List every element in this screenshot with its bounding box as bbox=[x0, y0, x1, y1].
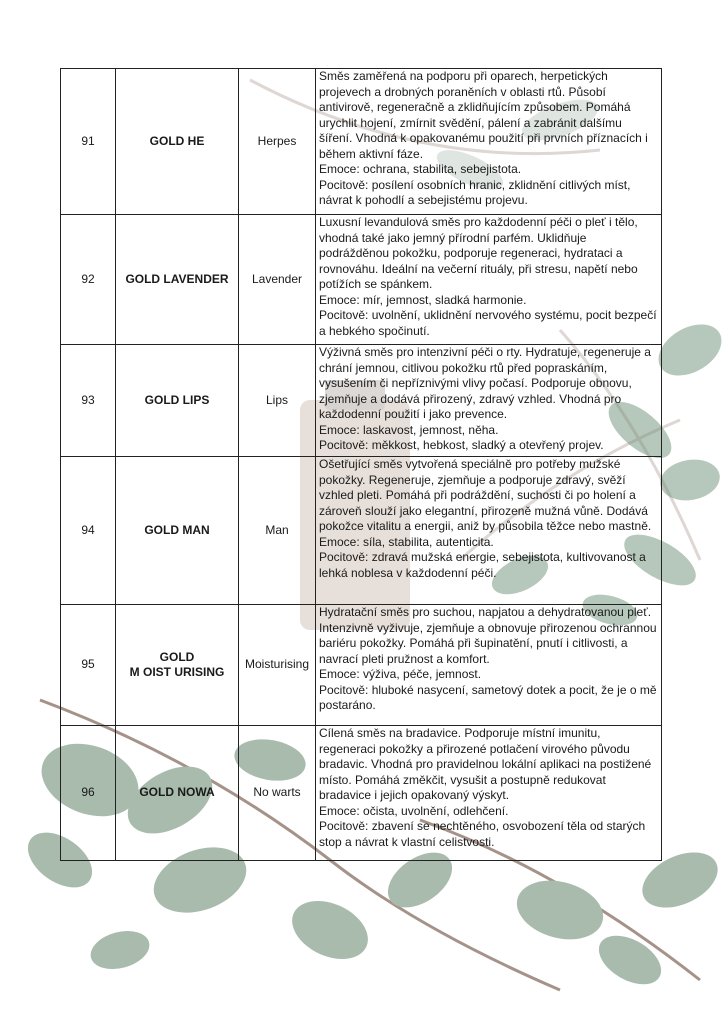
product-description-cell bbox=[316, 215, 662, 345]
product-emotions: Emoce: výživa, péče, jemnost. bbox=[319, 667, 482, 681]
table-row bbox=[61, 726, 662, 861]
product-feelings: Pocitově: posílení osobních hranic, zklidnění citlivých míst, návrat k pohodlí a sebejistému projevu. bbox=[319, 177, 631, 207]
product-description-cell bbox=[316, 345, 662, 457]
products-table bbox=[60, 68, 662, 861]
product-name: GOLD MAN bbox=[116, 457, 239, 605]
row-number: 93 bbox=[61, 345, 116, 457]
product-type: Moisturising bbox=[239, 605, 316, 726]
product-emotions: Emoce: laskavost, jemnost, něha. bbox=[319, 422, 499, 437]
product-name-line-2: M OIST URISING bbox=[129, 665, 225, 679]
product-emotions: Emoce: ochrana, stabilita, sebejistota. bbox=[319, 162, 522, 176]
product-type: Lips bbox=[239, 345, 316, 457]
row-number: 92 bbox=[61, 215, 116, 345]
product-description: Luxusní levandulová směs pro každodenní péči o pleť i tělo, vhodná také jako jemný přírodní parfém. Uklidňuje podrážděnou pokožku, podporuje regeneraci, hydrataci a rovnováhu. Ideální na večerní rituály, při stresu, napětí nebo potížích se spánkem. bbox=[319, 215, 638, 291]
product-feelings: Pocitově: zdravá mužská energie, sebejistota, kultivovanost a lehká noblesa v každodenní péči. bbox=[319, 550, 646, 580]
product-feelings: Pocitově: hluboké nasycení, sametový dotek a pocit, že je o mě postaráno. bbox=[319, 682, 657, 712]
product-description: Hydratační směs pro suchou, napjatou a dehydratovanou pleť. Intenzivně vyživuje, zjemňuje a obnovuje přirozenou ochrannou bariéru pokožky. Pomáhá při šupinatění, pnutí i citlivosti, a navrací pleti pružnost a komfort. bbox=[319, 605, 657, 666]
row-number: 94 bbox=[61, 457, 116, 605]
row-number: 95 bbox=[61, 605, 116, 726]
product-type: Herpes bbox=[239, 69, 316, 215]
product-description-cell bbox=[316, 726, 662, 861]
product-description-cell bbox=[316, 605, 662, 726]
product-emotions: Emoce: mír, jemnost, sladká harmonie. bbox=[319, 292, 527, 307]
product-feelings: Pocitově: měkkost, hebkost, sladký a otevřený projev. bbox=[319, 438, 604, 452]
table-row bbox=[61, 215, 662, 345]
table-row bbox=[61, 457, 662, 605]
product-name: GOLD HE bbox=[116, 69, 239, 215]
product-name: GOLD LAVENDER bbox=[116, 215, 239, 345]
product-emotions: Emoce: očista, uvolnění, odlehčení. bbox=[319, 803, 509, 818]
product-description-cell bbox=[316, 69, 662, 215]
product-name-line-1: GOLD bbox=[159, 649, 195, 664]
product-description: Ošetřující směs vytvořená speciálně pro potřeby mužské pokožky. Regeneruje, zjemňuje a podporuje zdravý, svěží vzhled pleti. Pomáhá při podráždění, suchosti či po holení a zároveň slouží jako elegantní, přirozeně mužná vůně. Dodává pokožce vitalitu a energii, aniž by působila těžce nebo mastně. bbox=[319, 457, 652, 533]
table-row bbox=[61, 69, 662, 215]
row-number: 91 bbox=[61, 69, 116, 215]
table-row bbox=[61, 605, 662, 726]
product-feelings: Pocitově: uvolnění, uklidnění nervového systému, pocit bezpečí a hebkého spočinutí. bbox=[319, 308, 657, 338]
product-name: GOLD LIPS bbox=[116, 345, 239, 457]
row-number: 96 bbox=[61, 726, 116, 861]
product-feelings: Pocitově: zbavení se nechtěného, osvobození těla od starých stop a návrat k vlastní celistvosti. bbox=[319, 819, 646, 849]
product-description: Výživná směs pro intenzivní péči o rty. Hydratuje, regeneruje a chrání jemnou, citlivou pokožku rtů před popraskáním, vysušením či nepříznivými vlivy počasí. Podporuje obnovu, zjemňuje a dodává přirozený, zdravý vzhled. Vhodná pro každodenní použití i jako prevence. bbox=[319, 345, 651, 421]
product-name bbox=[116, 605, 239, 726]
product-type: Man bbox=[239, 457, 316, 605]
product-description: Směs zaměřená na podporu při oparech, herpetických projevech a drobných poraněních v oblasti rtů. Působí antivirově, regeneračně a zklidňujícím způsobem. Pomáhá urychlit hojení, zmírnit svědění, pálení a zabránit dalšímu šíření. Vhodná k opakovanému použití při prvních příznacích i během aktivní fáze. bbox=[319, 69, 648, 161]
product-type: Lavender bbox=[239, 215, 316, 345]
product-name: GOLD NOWA bbox=[116, 726, 239, 861]
product-type: No warts bbox=[239, 726, 316, 861]
product-emotions: Emoce: síla, stabilita, autenticita. bbox=[319, 534, 494, 549]
table-row bbox=[61, 345, 662, 457]
product-description: Cílená směs na bradavice. Podporuje místní imunitu, regeneraci pokožky a přirozené potlačení virového původu bradavic. Vhodná pro pravidelnou lokální aplikaci na postižené místo. Pomáhá změkčit, vysušit a postupně redukovat bradavice i jejich opakovaný výskyt. bbox=[319, 726, 652, 802]
product-description-cell bbox=[316, 457, 662, 605]
